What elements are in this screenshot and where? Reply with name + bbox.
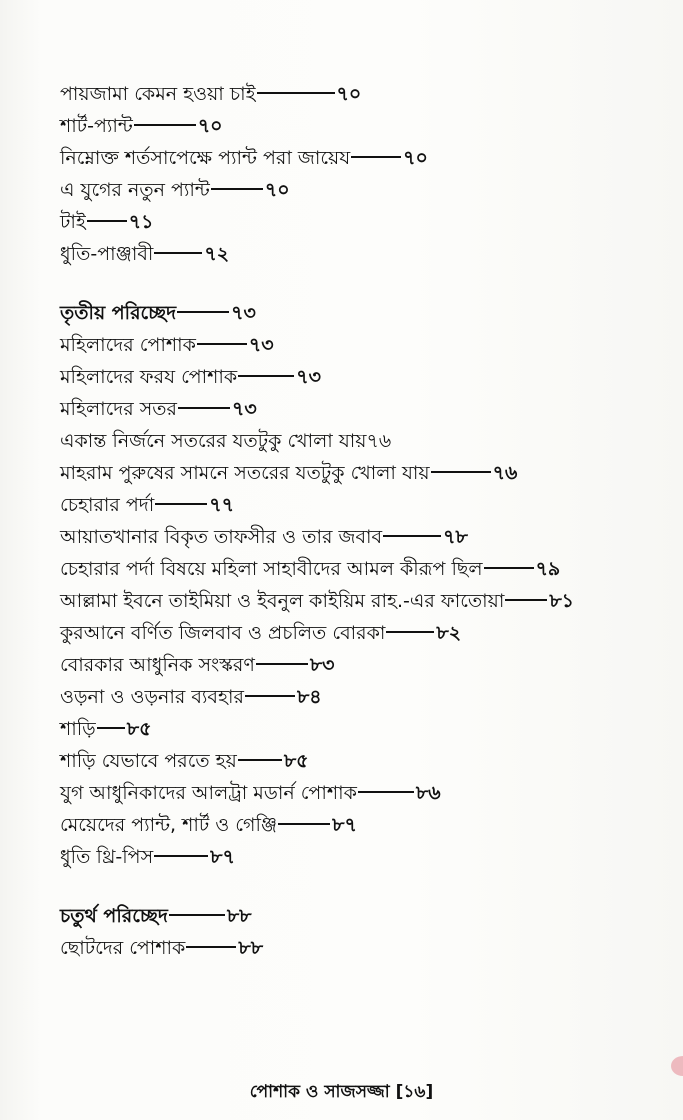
leader-dash xyxy=(383,535,441,537)
toc-entry-title: পায়জামা কেমন হওয়া চাই xyxy=(60,83,256,105)
toc-group-clothing xyxy=(60,78,675,270)
leader-dash xyxy=(197,343,247,345)
toc-entry xyxy=(60,78,675,110)
leader-dash xyxy=(505,599,547,601)
toc-entry-page: ৭৩ xyxy=(248,334,274,356)
toc-entry-title: মহিলাদের ফরয পোশাক xyxy=(60,366,238,388)
toc-group-chapter-four xyxy=(60,900,675,964)
toc-entry-title: মহিলাদের পোশাক xyxy=(60,334,196,356)
toc-entry-title: চেহারার পর্দা xyxy=(60,494,155,516)
toc-entry-page: ৭৮ xyxy=(443,526,468,548)
toc-entry-page: ৮২ xyxy=(436,622,462,644)
leader-dash xyxy=(97,727,125,729)
toc-entry-page: ৮৩ xyxy=(309,654,335,676)
leader-dash xyxy=(238,375,294,377)
toc-entry-title: তৃতীয় পরিচ্ছেদ xyxy=(60,302,177,324)
toc-entry-title: নিম্নোক্ত শর্তসাপেক্ষে প্যান্ট পরা জায়েয xyxy=(60,147,351,169)
toc-entry-page: ৮৫ xyxy=(126,718,152,740)
toc-entry-page: ৮৫ xyxy=(283,750,309,772)
leader-dash xyxy=(351,156,401,158)
toc-entry xyxy=(60,617,675,649)
toc-entry-page: ৭৩ xyxy=(232,398,257,420)
toc-entry-title: বোরকার আধুনিক সংস্করণ xyxy=(60,654,255,676)
leader-dash xyxy=(484,567,534,569)
toc-entry-page: ৭০ xyxy=(336,83,362,105)
toc-entry-title: চতুর্থ পরিচ্ছেদ xyxy=(60,905,168,927)
toc-entry xyxy=(60,841,675,873)
leader-dash xyxy=(386,631,434,633)
toc-entry-title: ধুতি থ্রি-পিস xyxy=(60,846,154,868)
toc-entry xyxy=(60,361,675,393)
toc-entry xyxy=(60,174,675,206)
toc-entry-title: মাহরাম পুরুষের সামনে সতরের যতটুকু খোলা যায় xyxy=(60,462,430,484)
leader-dash xyxy=(177,311,229,313)
page-footer: পোশাক ও সাজসজ্জা [১৬] xyxy=(249,1082,434,1102)
toc-entry xyxy=(60,521,675,553)
toc-entry-title: টাই xyxy=(60,211,86,233)
leader-dash xyxy=(238,759,282,761)
leader-dash xyxy=(358,791,414,793)
leader-dash xyxy=(257,92,335,94)
toc-entry-page: ৭৩ xyxy=(231,302,256,324)
toc-entry-page: ৭৯ xyxy=(535,558,561,580)
toc-entry-page: ৮৮ xyxy=(226,905,252,927)
toc-entry xyxy=(60,206,675,238)
leader-dash xyxy=(87,220,127,222)
toc-entry-title: যুগ আধুনিকাদের আলট্রা মডার্ন পোশাক xyxy=(60,782,357,804)
leader-dash xyxy=(155,503,207,505)
toc-entry-title: ছোটদের পোশাক xyxy=(60,937,186,959)
toc-entry-title: চেহারার পর্দা বিষয়ে মহিলা সাহাবীদের আমল কীরূপ ছিল xyxy=(60,558,483,580)
leader-dash xyxy=(169,914,225,916)
toc-entry-page: ৭৭ xyxy=(209,494,235,516)
toc-entry-page: ৭৩ xyxy=(296,366,321,388)
ink-smudge xyxy=(671,1056,683,1076)
toc-entry xyxy=(60,900,675,932)
toc-entry-title: ধুতি-পাঞ্জাবী xyxy=(60,243,154,265)
toc-entry xyxy=(60,110,675,142)
table-of-contents xyxy=(60,78,675,964)
toc-entry xyxy=(60,745,675,777)
toc-entry-page: ৭০ xyxy=(264,179,290,201)
toc-entry-title: শার্ট-প্যান্ট xyxy=(60,115,133,137)
toc-entry xyxy=(60,649,675,681)
toc-entry-page: ৮৪ xyxy=(296,686,322,708)
toc-entry-title: আয়াতখানার বিকৃত তাফসীর ও তার জবাব xyxy=(60,526,383,548)
toc-entry-title: শাড়ি xyxy=(60,718,96,740)
toc-entry xyxy=(60,713,675,745)
leader-dash xyxy=(134,124,196,126)
leader-dash xyxy=(178,407,230,409)
leader-dash xyxy=(154,855,208,857)
leader-dash xyxy=(278,823,330,825)
toc-entry-page: ৮১ xyxy=(549,590,575,612)
toc-entry xyxy=(60,329,675,361)
toc-entry xyxy=(60,457,675,489)
toc-entry-title: শাড়ি যেভাবে পরতে হয় xyxy=(60,750,237,772)
toc-entry-title: কুরআনে বর্ণিত জিলবাব ও প্রচলিত বোরকা xyxy=(60,622,386,644)
toc-entry xyxy=(60,489,675,521)
leader-dash xyxy=(245,695,295,697)
toc-entry xyxy=(60,809,675,841)
leader-dash xyxy=(186,946,236,948)
leader-dash xyxy=(256,663,308,665)
toc-entry xyxy=(60,585,675,617)
toc-entry xyxy=(60,425,675,457)
toc-entry xyxy=(60,553,675,585)
toc-entry-page: ৭২ xyxy=(204,243,230,265)
toc-entry-page: ৭১ xyxy=(128,211,154,233)
toc-entry-title: একান্ত নির্জনে সতরের যতটুকু খোলা যায়৭৬ xyxy=(60,430,392,452)
toc-entry-page: ৭০ xyxy=(197,115,223,137)
toc-entry-title: মহিলাদের সতর xyxy=(60,398,178,420)
toc-entry xyxy=(60,238,675,270)
toc-entry-page: ৮৬ xyxy=(415,782,441,804)
section-gap xyxy=(60,873,675,900)
toc-entry-title: মেয়েদের প্যান্ট, শার্ট ও গেঞ্জি xyxy=(60,814,278,836)
toc-entry-page: ৮৭ xyxy=(332,814,357,836)
toc-entry xyxy=(60,932,675,964)
leader-dash xyxy=(154,252,202,254)
toc-entry-page: ৮৭ xyxy=(210,846,235,868)
toc-entry xyxy=(60,777,675,809)
toc-entry xyxy=(60,681,675,713)
toc-group-chapter-three xyxy=(60,297,675,873)
toc-entry-page: ৭৬ xyxy=(492,462,518,484)
toc-entry xyxy=(60,297,675,329)
toc-entry xyxy=(60,142,675,174)
toc-entry-title: এ যুগের নতুন প্যান্ট xyxy=(60,179,210,201)
toc-entry-title: ওড়না ও ওড়নার ব্যবহার xyxy=(60,686,244,708)
toc-entry xyxy=(60,393,675,425)
toc-entry-title: আল্লামা ইবনে তাইমিয়া ও ইবনুল কাইয়িম রাহ.-এর ফাতোয়া xyxy=(60,590,505,612)
toc-entry-page: ৭০ xyxy=(403,147,428,169)
toc-entry-page: ৮৮ xyxy=(238,937,264,959)
leader-dash xyxy=(211,188,263,190)
section-gap xyxy=(60,270,675,297)
leader-dash xyxy=(431,471,491,473)
